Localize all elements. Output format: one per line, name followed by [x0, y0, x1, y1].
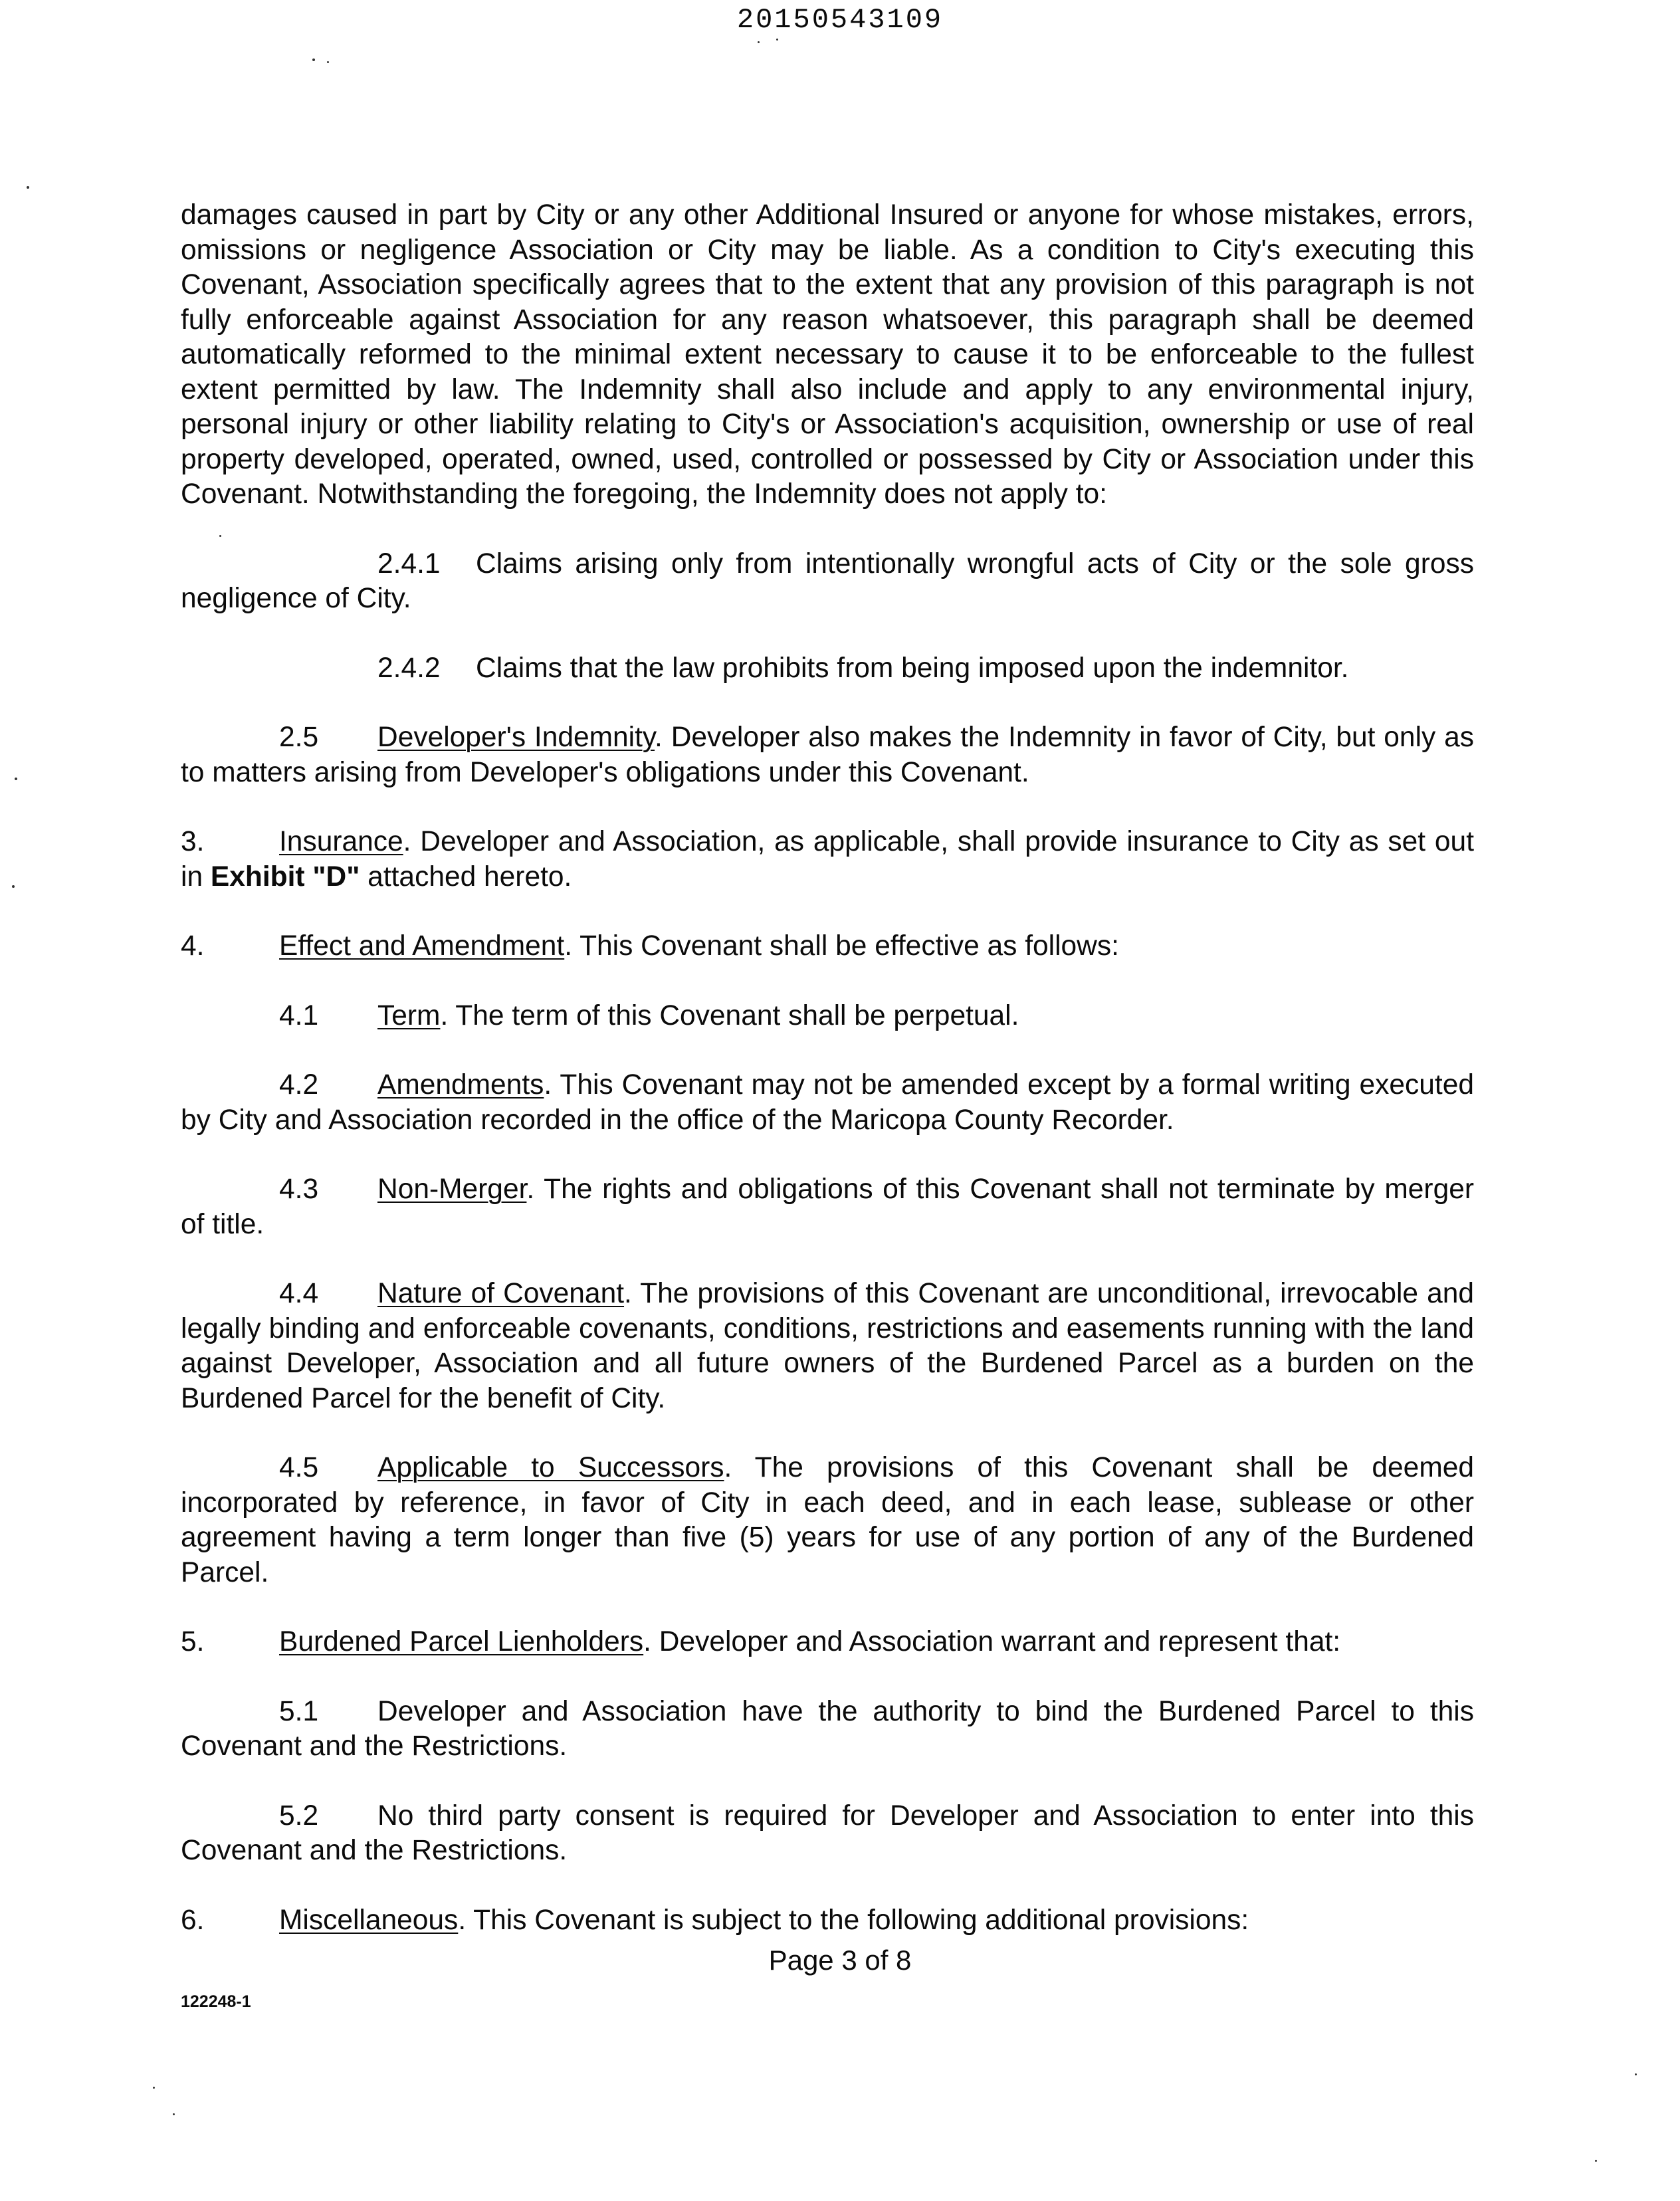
section-number: 2.5 [279, 722, 319, 753]
section-heading: Insurance [279, 826, 403, 857]
section-heading: Burdened Parcel Lienholders [279, 1626, 644, 1657]
section-text: Claims arising only from intentionally wrongful acts of City or the sole gross negligence of City. [181, 548, 1474, 614]
section-text: . This Covenant may not be amended except by a formal writing executed by City and Association recorded in the office of the Maricopa County Recorder. [181, 1069, 1474, 1136]
section-text: No third party consent is required for Developer and Association to enter into this Covenant and the Restrictions. [181, 1800, 1474, 1866]
section-number: 4.4 [279, 1278, 319, 1309]
section-heading: Developer's Indemnity [377, 722, 655, 753]
section-heading: Effect and Amendment [279, 930, 565, 962]
section-5 [181, 1625, 1474, 1660]
page-number: Page 3 of 8 [768, 1944, 912, 1976]
recording-number: 20150543109 [736, 4, 944, 36]
section-5-2 [181, 1799, 1474, 1869]
section-2-5 [181, 720, 1474, 790]
section-text: Developer and Association have the authority to bind the Burdened Parcel to this Covenant and the Restrictions. [181, 1695, 1474, 1762]
section-number: 3. [181, 826, 205, 857]
section-number: 4.5 [279, 1452, 319, 1483]
section-number: 5. [181, 1626, 205, 1657]
section-2-4-1 [181, 547, 1474, 617]
section-number: 2.4.1 [377, 548, 441, 579]
scan-speck [15, 778, 17, 780]
section-3 [181, 825, 1474, 894]
section-text: . The term of this Covenant shall be perpetual. [440, 999, 1019, 1031]
section-number: 4.3 [279, 1174, 319, 1205]
section-text: . Developer and Association warrant and represent that: [643, 1626, 1341, 1657]
scan-speck [219, 535, 221, 537]
section-heading: Miscellaneous [279, 1904, 459, 1936]
section-number: 4.2 [279, 1069, 319, 1100]
scan-speck [1595, 2160, 1597, 2162]
section-number: 4. [181, 930, 205, 962]
section-4-5 [181, 1451, 1474, 1590]
scan-speck [312, 58, 315, 61]
scan-speck [12, 885, 15, 888]
section-heading: Amendments [377, 1069, 544, 1100]
section-number: 2.4.2 [377, 652, 441, 684]
section-heading: Term [377, 999, 441, 1031]
section-number: 5.2 [279, 1800, 319, 1832]
document-body [181, 198, 1474, 1938]
section-text: . The provisions of this Covenant shall be deemed incorporated by reference, in favor of City in each deed, and in each lease, sublease or other agreement having a term longer than five (5) years for use of any portion of any of the Burdened Parcel. [181, 1452, 1474, 1588]
section-text: . Developer also makes the Indemnity in favor of City, but only as to matters arising from Developer's obligations under this Covenant. [181, 722, 1474, 788]
section-number: 6. [181, 1904, 205, 1936]
section-number: 4.1 [279, 999, 319, 1031]
section-text: Claims that the law prohibits from being imposed upon the indemnitor. [476, 652, 1349, 684]
intro-paragraph: damages caused in part by City or any other Additional Insured or anyone for whose mistakes, errors, omissions or negligence Association or City may be liable. As a condition to City's executing this Covenant, Association specifically agrees that to the extent that any provision of this paragraph is not fully enforceable against Association for any reason whatsoever, this paragraph shall be deemed automatically reformed to the minimal extent necessary to cause it to be enforceable to the fullest extent permitted by law. The Indemnity shall also include and apply to any environmental injury, personal injury or other liability relating to City's or Association's acquisition, ownership or use of real property developed, operated, owned, used, controlled or possessed by City or Association under this Covenant. Notwithstanding the foregoing, the Indemnity does not apply to: [181, 199, 1474, 510]
section-text-end: attached hereto. [360, 861, 572, 892]
section-text: . This Covenant shall be effective as follows: [564, 930, 1119, 962]
section-6 [181, 1903, 1474, 1939]
section-text: . Developer and Association, as applicable, shall provide insurance to City as set out in [181, 826, 1474, 892]
section-text: . The provisions of this Covenant are unconditional, irrevocable and legally binding and enforceable covenants, conditions, restrictions and easements running with the land against Developer, Association and all future owners of the Burdened Parcel as a burden on the Burdened Parcel for the benefit of City. [181, 1278, 1474, 1414]
section-text: . The rights and obligations of this Covenant shall not terminate by merger of title. [181, 1174, 1474, 1240]
scan-speck [776, 39, 778, 41]
section-5-1 [181, 1695, 1474, 1764]
scan-speck [327, 61, 329, 63]
section-4-1 [181, 999, 1474, 1034]
section-4-4 [181, 1277, 1474, 1416]
scan-speck [153, 2087, 155, 2089]
section-2-4-2 [181, 651, 1474, 686]
document-id: 122248-1 [181, 1992, 251, 2011]
section-heading: Non-Merger [377, 1174, 527, 1205]
scan-speck [1635, 2073, 1637, 2075]
scan-speck [173, 2113, 175, 2115]
exhibit-reference: Exhibit "D" [210, 861, 360, 892]
section-heading: Applicable to Successors [377, 1452, 724, 1483]
scan-speck [758, 41, 760, 43]
section-text: . This Covenant is subject to the following additional provisions: [458, 1904, 1249, 1936]
section-4-2 [181, 1068, 1474, 1138]
scan-speck [27, 186, 29, 189]
section-number: 5.1 [279, 1695, 319, 1727]
section-4 [181, 929, 1474, 964]
section-heading: Nature of Covenant [377, 1278, 625, 1309]
section-4-3 [181, 1172, 1474, 1242]
